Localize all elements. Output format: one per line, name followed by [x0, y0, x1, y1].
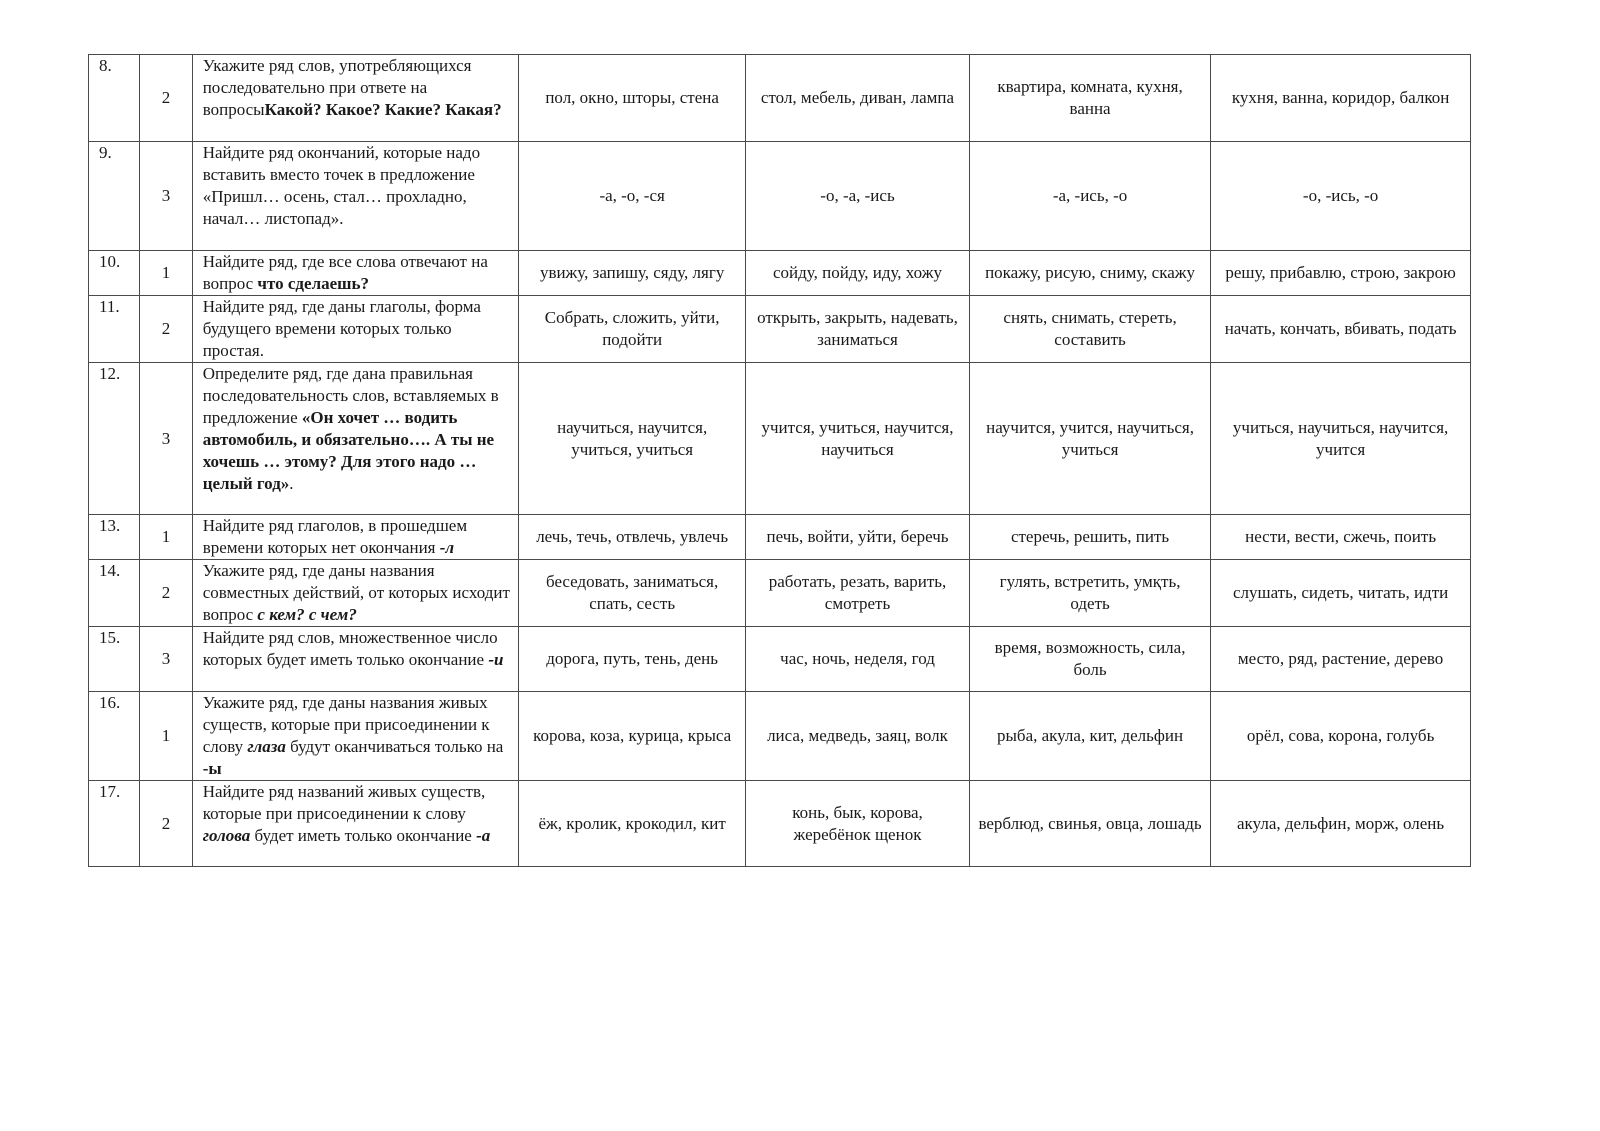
answer-option-2: лиса, медведь, заяц, волк: [746, 692, 970, 781]
question-text-segment: Найдите ряд слов, множественное число которых будет иметь только окончание: [202, 628, 498, 669]
answer-option-2: час, ночь, неделя, год: [746, 627, 970, 692]
answer-option-4: нести, вести, сжечь, поить: [1211, 515, 1471, 560]
question-text: [192, 781, 519, 867]
question-number: 11.: [89, 296, 140, 363]
question-number: 8.: [89, 55, 140, 142]
answer-option-4: начать, кончать, вбивать, подать: [1211, 296, 1471, 363]
answer-option-1: научиться, научится, учиться, учиться: [519, 363, 746, 515]
question-row: [89, 627, 1471, 692]
question-text-segment: «Он хочет … водить автомобиль, и обязательно…. А ты не хочешь … этому? Для этого надо … целый год»: [202, 408, 495, 493]
question-points: 3: [140, 142, 192, 251]
question-number: 14.: [89, 560, 140, 627]
answer-option-2: -о, -а, -ись: [746, 142, 970, 251]
question-text-segment: Найдите ряд, где все слова отвечают на вопрос: [202, 252, 488, 293]
questions-table: [88, 54, 1471, 867]
question-text: [192, 251, 519, 296]
question-number: 12.: [89, 363, 140, 515]
answer-option-1: беседовать, заниматься, спать, сесть: [519, 560, 746, 627]
question-text: [192, 142, 519, 251]
answer-option-2: печь, войти, уйти, беречь: [746, 515, 970, 560]
answer-option-2: работать, резать, варить, смотреть: [746, 560, 970, 627]
question-number: 13.: [89, 515, 140, 560]
answer-option-2: сойду, пойду, иду, хожу: [746, 251, 970, 296]
question-text-segment: голова: [202, 826, 251, 845]
answer-option-3: время, возможность, сила, боль: [969, 627, 1210, 692]
question-points: 1: [140, 692, 192, 781]
question-row: [89, 55, 1471, 142]
question-number: 15.: [89, 627, 140, 692]
question-text: [192, 627, 519, 692]
answer-option-4: место, ряд, растение, дерево: [1211, 627, 1471, 692]
question-text: [192, 515, 519, 560]
question-number: 10.: [89, 251, 140, 296]
answer-option-2: открыть, закрыть, надевать, заниматься: [746, 296, 970, 363]
question-row: [89, 296, 1471, 363]
question-text-segment: будет иметь только окончание: [250, 826, 477, 845]
question-row: [89, 251, 1471, 296]
answer-option-4: решу, прибавлю, строю, закрою: [1211, 251, 1471, 296]
question-points: 2: [140, 55, 192, 142]
question-text-segment: -ы: [202, 759, 222, 778]
question-points: 2: [140, 560, 192, 627]
question-text-segment: что сделаешь?: [257, 274, 370, 293]
question-row: [89, 363, 1471, 515]
question-text-segment: с кем? с чем?: [257, 605, 357, 624]
question-text-segment: -и: [488, 650, 504, 669]
answer-option-2: учится, учиться, научится, научиться: [746, 363, 970, 515]
question-text-segment: Найдите ряд глаголов, в прошедшем времени которых нет окончания: [202, 516, 468, 557]
question-text-segment: .: [289, 474, 294, 493]
question-text-segment: Укажите ряд слов, употребляющихся последовательно при ответе на вопросы: [202, 56, 472, 119]
question-points: 2: [140, 296, 192, 363]
question-number: 9.: [89, 142, 140, 251]
question-number: 16.: [89, 692, 140, 781]
answer-option-4: слушать, сидеть, читать, идти: [1211, 560, 1471, 627]
answer-option-4: акула, дельфин, морж, олень: [1211, 781, 1471, 867]
answer-option-1: корова, коза, курица, крыса: [519, 692, 746, 781]
question-points: 2: [140, 781, 192, 867]
answer-option-1: дорога, путь, тень, день: [519, 627, 746, 692]
question-points: 1: [140, 251, 192, 296]
question-points: 1: [140, 515, 192, 560]
answer-option-4: учиться, научиться, научится, учится: [1211, 363, 1471, 515]
question-text-segment: Укажите ряд, где даны названия совместных действий, от которых исходит вопрос: [202, 561, 510, 624]
question-text-segment: Укажите ряд, где даны названия живых существ, которые при присоединении к слову: [202, 693, 490, 756]
question-text: [192, 560, 519, 627]
question-row: [89, 560, 1471, 627]
answer-option-1: лечь, течь, отвлечь, увлечь: [519, 515, 746, 560]
question-text-segment: будут оканчиваться только на: [285, 737, 504, 756]
answer-option-3: квартира, комната, кухня, ванна: [969, 55, 1210, 142]
answer-option-3: снять, снимать, стереть, составить: [969, 296, 1210, 363]
question-text-segment: -а: [476, 826, 491, 845]
question-text: [192, 363, 519, 515]
question-row: [89, 515, 1471, 560]
answer-option-3: -а, -ись, -о: [969, 142, 1210, 251]
answer-option-1: Собрать, сложить, уйти, подойти: [519, 296, 746, 363]
question-text-segment: Найдите ряд, где даны глаголы, форма будущего времени которых только простая.: [202, 297, 481, 360]
answer-option-1: пол, окно, шторы, стена: [519, 55, 746, 142]
question-text: [192, 55, 519, 142]
answer-option-3: стеречь, решить, пить: [969, 515, 1210, 560]
question-text-segment: Какой? Какое? Какие? Какая?: [264, 100, 502, 119]
answer-option-2: конь, бык, корова, жеребёнок щенок: [746, 781, 970, 867]
question-text-segment: глаза: [247, 737, 286, 756]
question-text-segment: -л: [439, 538, 455, 557]
answer-option-3: верблюд, свинья, овца, лошадь: [969, 781, 1210, 867]
question-number: 17.: [89, 781, 140, 867]
answer-option-4: орёл, сова, корона, голубь: [1211, 692, 1471, 781]
question-points: 3: [140, 363, 192, 515]
answer-option-3: гулять, встретить, умқть, одеть: [969, 560, 1210, 627]
answer-option-3: научится, учится, научиться, учиться: [969, 363, 1210, 515]
question-points: 3: [140, 627, 192, 692]
answer-option-4: кухня, ванна, коридор, балкон: [1211, 55, 1471, 142]
question-text: [192, 296, 519, 363]
answer-option-4: -о, -ись, -о: [1211, 142, 1471, 251]
answer-option-1: ёж, кролик, крокодил, кит: [519, 781, 746, 867]
question-text: [192, 692, 519, 781]
question-text-segment: Найдите ряд названий живых существ, которые при присоединении к слову: [202, 782, 486, 823]
questions-table-body: [89, 55, 1471, 867]
answer-option-1: увижу, запишу, сяду, лягу: [519, 251, 746, 296]
answer-option-3: рыба, акула, кит, дельфин: [969, 692, 1210, 781]
question-text-segment: Определите ряд, где дана правильная последовательность слов, вставляемых в предложение: [202, 364, 499, 427]
answer-option-2: стол, мебель, диван, лампа: [746, 55, 970, 142]
answer-option-3: покажу, рисую, сниму, скажу: [969, 251, 1210, 296]
question-row: [89, 142, 1471, 251]
question-text-segment: Найдите ряд окончаний, которые надо вставить вместо точек в предложение «Пришл… осень, стал… прохладно, начал… листопад».: [202, 143, 481, 228]
answer-option-1: -а, -о, -ся: [519, 142, 746, 251]
question-row: [89, 692, 1471, 781]
question-row: [89, 781, 1471, 867]
